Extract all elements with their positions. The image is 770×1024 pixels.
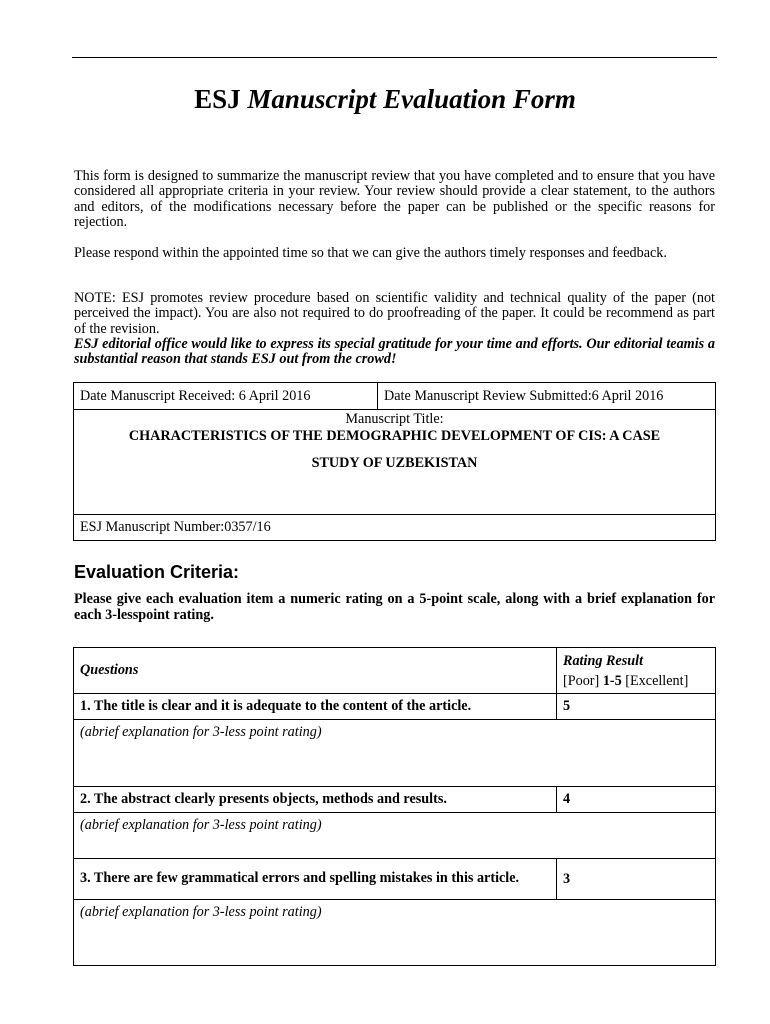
manuscript-number-cell: ESJ Manuscript Number:0357/16: [74, 515, 716, 541]
evaluation-heading: Evaluation Criteria:: [74, 562, 240, 582]
manuscript-title-line1: CHARACTERISTICS OF THE DEMOGRAPHIC DEVELOPMENT OF CIS: A CASE: [128, 428, 661, 444]
rating-scale-poor: [Poor]: [563, 672, 600, 689]
explanation-2[interactable]: (abrief explanation for 3-less point rating): [74, 813, 716, 859]
manuscript-title-line2: STUDY OF UZBEKISTAN: [311, 455, 478, 471]
date-received-cell: Date Manuscript Received: 6 April 2016: [74, 383, 378, 410]
top-rule: [72, 57, 717, 58]
rating-scale: [563, 671, 709, 691]
rating-1[interactable]: 5: [557, 694, 716, 720]
manuscript-title-label: Manuscript Title:: [345, 411, 444, 427]
manuscript-title-cell: [74, 410, 716, 515]
explanation-1[interactable]: (abrief explanation for 3-less point rating): [74, 720, 716, 787]
questions-header: Questions: [74, 648, 557, 694]
title-italic: Manuscript Evaluation Form: [247, 84, 576, 114]
gratitude-paragraph: ESJ editorial office would like to express its special gratitude for your time and efforts. Our editorial teamis a substantial reason that stands ESJ out from the crowd!: [74, 336, 715, 368]
date-submitted-cell: Date Manuscript Review Submitted:6 April 2016: [378, 383, 716, 410]
question-2: 2. The abstract clearly presents objects, methods and results.: [74, 787, 557, 813]
question-1: 1. The title is clear and it is adequate to the content of the article.: [74, 694, 557, 720]
rating-3[interactable]: 3: [557, 859, 716, 900]
rating-header-title: Rating Result: [563, 652, 644, 669]
note-paragraph: NOTE: ESJ promotes review procedure based on scientific validity and technical quality of the paper (not perceived the impact). You are also not required to do proofreading of the paper. It could be recommend as part of the revision.: [74, 290, 715, 337]
rating-header: [557, 648, 716, 694]
rating-scale-range: 1-5: [602, 672, 622, 689]
rating-scale-excellent: [Excellent]: [625, 672, 689, 689]
respond-paragraph: Please respond within the appointed time so that we can give the authors timely responses and feedback.: [74, 245, 667, 261]
intro-paragraph: This form is designed to summarize the manuscript review that you have completed and to ensure that you have considered all appropriate criteria in your review. Your review should provide a clear statement, to the authors and editors, of the modifications necessary before the paper can be published or the specific reasons for rejection.: [74, 168, 715, 230]
manuscript-info-table: [73, 382, 716, 541]
evaluation-instructions: Please give each evaluation item a numeric rating on a 5-point scale, along with a brief explanation for each 3-lesspoint rating.: [74, 591, 715, 623]
question-3: 3. There are few grammatical errors and spelling mistakes in this article.: [74, 859, 557, 900]
rating-2[interactable]: 4: [557, 787, 716, 813]
page-title: [0, 84, 770, 115]
evaluation-table: [73, 647, 716, 966]
title-prefix: ESJ: [194, 84, 241, 114]
explanation-3[interactable]: (abrief explanation for 3-less point rating): [74, 900, 716, 966]
